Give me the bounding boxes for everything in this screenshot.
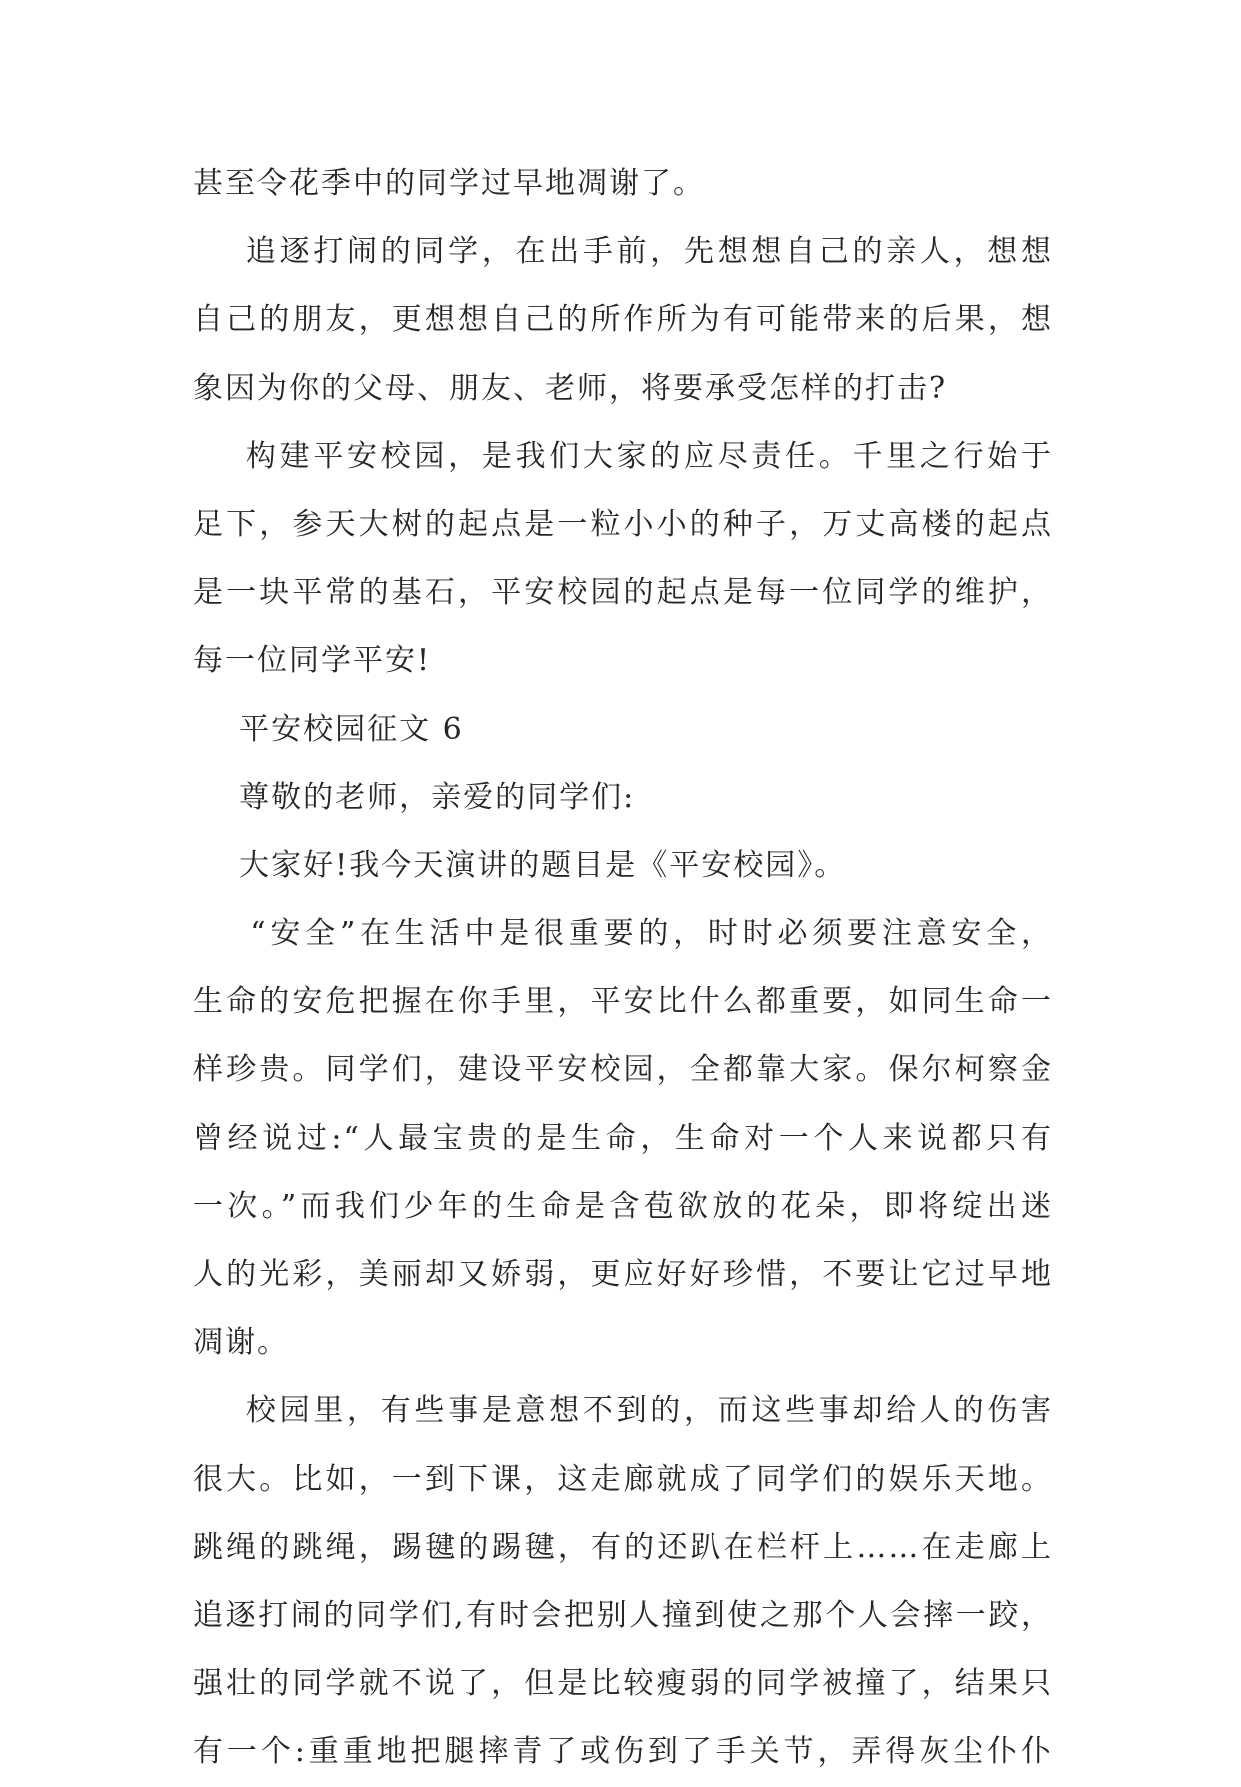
text-line: 大家好!我今天演讲的题目是《平安校园》。	[193, 847, 847, 883]
text-line: 追逐打闹的同学们,有时会把别人撞到使之那个人会摔一跤，	[193, 1597, 1053, 1633]
text-line: 样珍贵。同学们，建设平安校园，全都靠大家。保尔柯察金	[193, 1052, 1053, 1088]
text-line: 强壮的同学就不说了，但是比较瘦弱的同学被撞了，结果只	[193, 1666, 1053, 1702]
text-line: “安全”在生活中是很重要的，时时必须要注意安全，	[193, 916, 1053, 952]
text-line: 跳绳的跳绳，踢毽的踢毽，有的还趴在栏杆上……在走廊上	[193, 1529, 1053, 1565]
text-line: 构建平安校园，是我们大家的应尽责任。千里之行始于	[193, 438, 1053, 474]
text-line: 追逐打闹的同学，在出手前，先想想自己的亲人，想想	[193, 234, 1053, 270]
text-line: 有一个:重重地把腿摔青了或伤到了手关节，弄得灰尘仆仆	[193, 1734, 1053, 1770]
text-line: 足下，参天大树的起点是一粒小小的种子，万丈高楼的起点	[193, 506, 1053, 542]
text-line: 自己的朋友，更想想自己的所作所为有可能带来的后果，想	[193, 302, 1053, 338]
text-line: 凋谢。	[193, 1325, 289, 1361]
text-line: 一次。”而我们少年的生命是含苞欲放的花朵，即将绽出迷	[193, 1188, 1053, 1224]
text-line: 每一位同学平安!	[193, 643, 432, 679]
text-line: 曾经说过:“人最宝贵的是生命，生命对一个人来说都只有	[193, 1120, 1053, 1156]
text-line: 生命的安危把握在你手里，平安比什么都重要，如同生命一	[193, 984, 1053, 1020]
text-line: 人的光彩，美丽却又娇弱，更应好好珍惜，不要让它过早地	[193, 1257, 1053, 1292]
document-body	[193, 150, 1053, 1787]
text-line: 很大。比如，一到下课，这走廊就成了同学们的娱乐天地。	[193, 1461, 1053, 1497]
text-line: 尊敬的老师，亲爱的同学们:	[193, 779, 636, 815]
text-line: 校园里，有些事是意想不到的，而这些事却给人的伤害	[193, 1393, 1053, 1429]
text-line: 甚至令花季中的同学过早地凋谢了。	[193, 166, 705, 201]
text-line: 是一块平常的基石，平安校园的起点是每一位同学的维护，	[193, 575, 1053, 611]
section-heading: 平安校园征文 6	[193, 711, 464, 747]
text-line: 象因为你的父母、朋友、老师，将要承受怎样的打击?	[193, 370, 948, 406]
